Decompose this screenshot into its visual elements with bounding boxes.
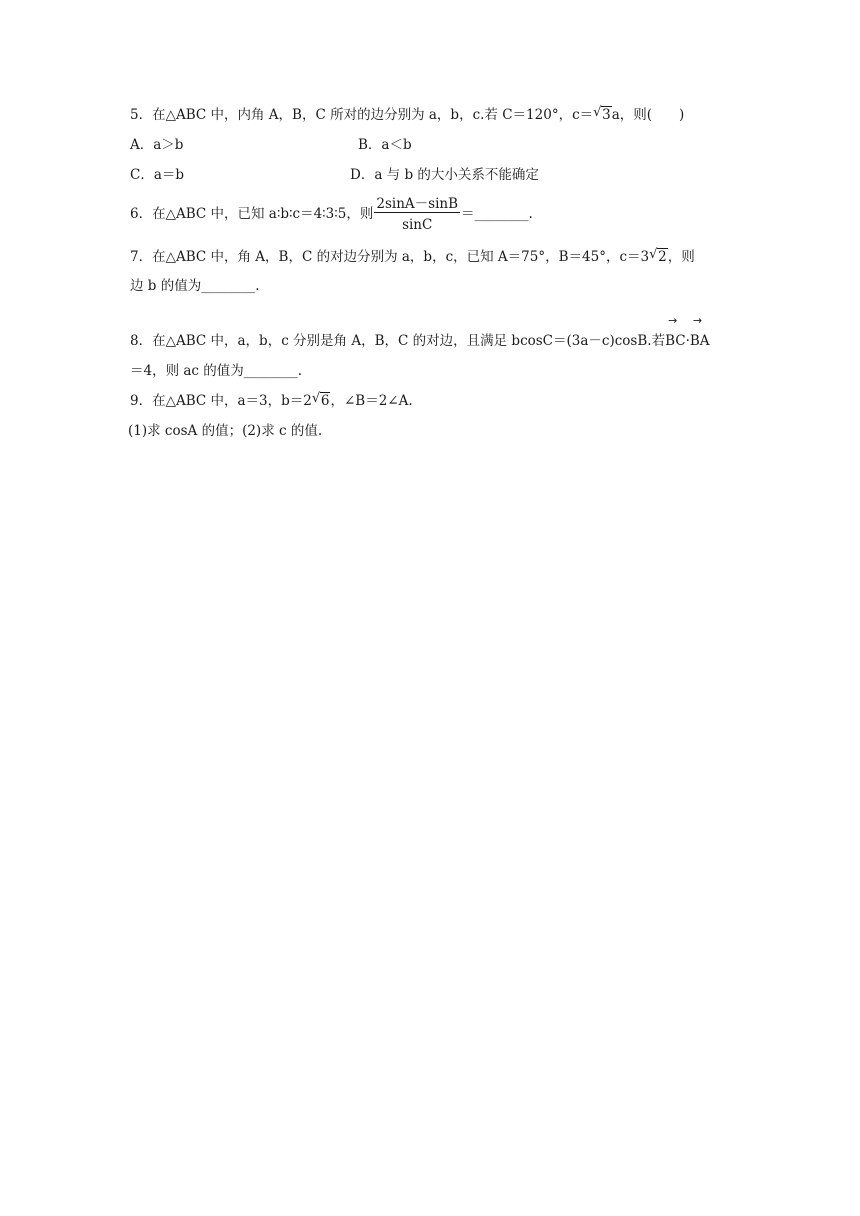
question-8-line-1	[130, 314, 710, 350]
q6-denominator: sinC	[402, 217, 433, 233]
question-7-line-2: 边 b 的值为________.	[130, 278, 260, 294]
q6-numerator: 2sinA－sinB	[376, 196, 459, 212]
vector-arrow-icon: →	[668, 314, 678, 327]
question-7-line-1	[130, 248, 695, 266]
sqrt-symbol: √ 2	[649, 247, 667, 265]
q7-prefix: 7．在△ABC 中，角 A，B，C 的对边分别为 a，b，c，已知 A＝75°，B＝45°，c＝3	[130, 249, 650, 265]
q6-prefix: 6．在△ABC 中，已知 a∶b∶c＝4∶3∶5，则	[130, 206, 374, 222]
q7-suffix: ，则	[667, 249, 695, 265]
question-8-line-2: ＝4，则 ac 的值为________.	[130, 363, 303, 379]
q5-suffix: a，则( )	[611, 107, 685, 123]
q9-suffix: ，∠B＝2∠A.	[330, 393, 413, 409]
q6-fraction	[374, 196, 460, 233]
q7-sqrt-value: 2	[658, 249, 667, 265]
q5-option-c: C．a＝b	[130, 167, 185, 183]
question-5	[130, 106, 684, 124]
q5-sqrt-value: 3	[602, 107, 611, 123]
vector-arrow-icon: →	[692, 314, 703, 327]
q8-prefix: 8．在△ABC 中，a，b，c 分别是角 A，B，C 的对边，且满足 bcosC＝(3a－c)cosB.若	[130, 333, 666, 349]
q5-prefix: 5．在△ABC 中，内角 A，B，C 所对的边分别为 a，b，c.若 C＝120°，c＝	[130, 107, 594, 123]
question-6	[130, 196, 533, 233]
sqrt-symbol: √ 6	[311, 391, 330, 409]
q9-prefix: 9．在△ABC 中，a＝3，b＝2	[130, 393, 312, 409]
question-9-parts: (1)求 cosA 的值；(2)求 c 的值.	[128, 423, 323, 439]
q5-option-b: B．a＜b	[358, 137, 412, 153]
vector-bc: → BC	[665, 314, 686, 349]
sqrt-symbol: √ 3	[593, 105, 611, 123]
vector-ba: → BA	[689, 314, 710, 349]
q6-suffix: ＝________.	[461, 206, 533, 222]
q5-option-a: A．a＞b	[130, 137, 184, 153]
q9-sqrt-value: 6	[320, 393, 330, 409]
q5-option-d: D．a 与 b 的大小关系不能确定	[350, 167, 539, 183]
dot-operator: ·	[685, 333, 690, 349]
question-9	[130, 392, 413, 410]
